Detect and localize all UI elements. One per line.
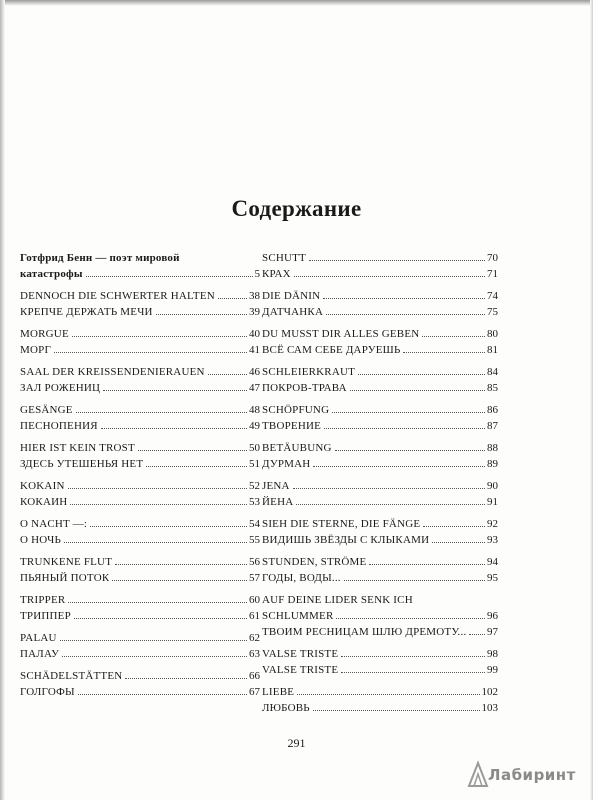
toc-entry-label: ГОЛГОФЫ — [20, 686, 75, 698]
toc-entry-page: 54 — [249, 518, 260, 530]
leader-dots — [115, 564, 247, 565]
toc-entry — [20, 478, 260, 494]
leader-dots — [86, 276, 253, 277]
toc-entry-page: 98 — [487, 648, 498, 660]
toc-entry-page: 61 — [249, 610, 260, 622]
toc-entry-label: STUNDEN, STRÖME — [262, 556, 367, 568]
toc-entry-label: O NACHT —: — [20, 518, 88, 530]
toc-entry-page: 74 — [487, 290, 498, 302]
toc-entry-label: ТРИППЕР — [20, 610, 71, 622]
toc-entry-label: ПЬЯНЫЙ ПОТОК — [20, 572, 110, 584]
toc-entry-label: DENNOCH DIE SCHWERTER HALTEN — [20, 290, 215, 302]
toc-entry — [262, 700, 498, 716]
toc-entry — [20, 554, 260, 570]
toc-entry-page: 84 — [487, 366, 498, 378]
toc-entry-label: ЙЕНА — [262, 496, 294, 508]
toc-entry-page: 41 — [249, 344, 260, 356]
toc-entry-page: 66 — [249, 670, 260, 682]
leader-dots — [138, 450, 247, 451]
leader-dots — [432, 542, 485, 543]
toc-entry-label: MORGUE — [20, 328, 69, 340]
toc-entry-label: DU MUSST DIR ALLES GEBEN — [262, 328, 420, 340]
toc-entry — [20, 380, 260, 396]
leader-dots — [60, 640, 247, 641]
toc-entry — [262, 266, 498, 282]
toc-entry — [20, 630, 260, 646]
toc-entry — [262, 364, 498, 380]
toc-entry-page: 57 — [249, 572, 260, 584]
toc-entry-label: катастрофы — [20, 268, 83, 280]
toc-entry-page: 55 — [249, 534, 260, 546]
toc-entry — [262, 554, 498, 570]
toc-entry-page: 103 — [481, 702, 498, 714]
toc-entry-page: 53 — [249, 496, 260, 508]
toc-entry — [262, 402, 498, 418]
toc-entry-label: SIEH DIE STERNE, DIE FÄNGE — [262, 518, 421, 530]
toc-entry-label: SCHLEIERKRAUT — [262, 366, 356, 378]
leader-dots — [68, 602, 247, 603]
toc-entry-label: КРАХ — [262, 268, 291, 280]
toc-entry — [262, 532, 498, 548]
toc-twoline-entry — [262, 608, 498, 624]
toc-entry-label: О НОЧЬ — [20, 534, 61, 546]
toc-right-entries-after — [262, 646, 498, 722]
page-title: Содержание — [231, 196, 362, 221]
toc-entry — [262, 494, 498, 510]
leader-dots — [403, 352, 485, 353]
toc-entry-page: 90 — [487, 480, 498, 492]
toc-entry-page: 50 — [249, 442, 260, 454]
toc-entry — [20, 608, 260, 624]
leader-dots — [68, 488, 247, 489]
leader-dots — [326, 314, 485, 315]
leader-dots — [72, 336, 247, 337]
toc-entry — [262, 662, 498, 678]
toc-entry-page: 67 — [249, 686, 260, 698]
leader-dots — [350, 390, 485, 391]
leader-dots — [54, 352, 247, 353]
toc-entry-page: 5 — [254, 268, 260, 280]
toc-twoline-line1: AUF DEINE LIDER SENK ICH — [262, 594, 413, 606]
leader-dots — [344, 580, 485, 581]
toc-entry — [262, 684, 498, 700]
toc-entry — [20, 402, 260, 418]
leader-dots — [369, 564, 485, 565]
toc-entry-page: 87 — [487, 420, 498, 432]
toc-entry — [262, 304, 498, 320]
toc-entry — [262, 288, 498, 304]
toc-entry-label: ДУРМАН — [262, 458, 311, 470]
leader-dots — [101, 428, 247, 429]
toc-entry — [20, 304, 260, 320]
leader-dots — [156, 314, 247, 315]
toc-entry-label: SCHÄDELSTÄTTEN — [20, 670, 123, 682]
toc-twoline-next-entry — [262, 624, 498, 640]
toc-entry-page: 93 — [487, 534, 498, 546]
toc-entry-label: ВИДИШЬ ЗВЁЗДЫ С КЛЫКАМИ — [262, 534, 430, 546]
toc-entry — [262, 326, 498, 342]
leader-dots — [293, 488, 485, 489]
toc-entry-label: HIER IST KEIN TROST — [20, 442, 135, 454]
labirint-watermark — [466, 760, 586, 790]
toc-entry-page: 71 — [487, 268, 498, 280]
toc-entry-label: ТВОИМ РЕСНИЦАМ ШЛЮ ДРЕМОТУ... — [262, 626, 467, 638]
toc-entry-label: ДАТЧАНКА — [262, 306, 324, 318]
toc-entry — [262, 478, 498, 494]
toc-entry-page: 92 — [487, 518, 498, 530]
toc-entry — [262, 646, 498, 662]
leader-dots — [358, 374, 485, 375]
toc-entry-page: 96 — [487, 610, 498, 622]
toc-right-column — [262, 250, 498, 722]
toc-entry-label: VALSE TRISTE — [262, 664, 339, 676]
toc-entry-label: МОРГ — [20, 344, 52, 356]
toc-entry — [20, 288, 260, 304]
toc-entry-page: 46 — [249, 366, 260, 378]
toc-entry-page: 102 — [481, 686, 498, 698]
leader-dots — [146, 466, 247, 467]
toc-entry-label: PALAU — [20, 632, 57, 644]
toc-entry — [20, 326, 260, 342]
toc-entry — [20, 668, 260, 684]
toc-entry — [262, 380, 498, 396]
toc-entry-label: DIE DÄNIN — [262, 290, 321, 302]
toc-entry-page: 56 — [249, 556, 260, 568]
toc-entry — [20, 646, 260, 662]
toc-entry-page: 70 — [487, 252, 498, 264]
toc-entry-page: 95 — [487, 572, 498, 584]
toc-entry-label: GESÄNGE — [20, 404, 73, 416]
leader-dots — [336, 618, 485, 619]
toc-entry — [20, 684, 260, 700]
leader-dots — [294, 276, 485, 277]
leader-dots — [297, 694, 479, 695]
toc-entry-page: 80 — [487, 328, 498, 340]
toc-entry-page: 49 — [249, 420, 260, 432]
toc-entry-label: ЗДЕСЬ УТЕШЕНЬЯ НЕТ — [20, 458, 144, 470]
leader-dots — [313, 710, 480, 711]
toc-entry — [20, 364, 260, 380]
leader-dots — [62, 656, 247, 657]
leader-dots — [76, 412, 247, 413]
leader-dots — [341, 656, 485, 657]
toc-entry — [20, 516, 260, 532]
leader-dots — [74, 618, 247, 619]
toc-entry-label: TRUNKENE FLUT — [20, 556, 113, 568]
page-top-shadow — [0, 0, 593, 6]
toc-entry-label: КРЕПЧЕ ДЕРЖАТЬ МЕЧИ — [20, 306, 153, 318]
toc-entry-label: SCHLUMMER — [262, 610, 334, 622]
toc-entry-page: 91 — [487, 496, 498, 508]
toc-entry — [262, 250, 498, 266]
toc-entry-label: BETÄUBUNG — [262, 442, 332, 454]
toc-entry — [20, 456, 260, 472]
toc-entry — [262, 440, 498, 456]
toc-entry — [262, 418, 498, 434]
toc-entry — [20, 440, 260, 456]
toc-entry — [20, 592, 260, 608]
toc-entry-page: 63 — [249, 648, 260, 660]
toc-entry — [20, 494, 260, 510]
toc-entry-page: 51 — [249, 458, 260, 470]
toc-entry-page: 86 — [487, 404, 498, 416]
leader-dots — [90, 526, 247, 527]
page-number: 291 — [287, 736, 306, 750]
toc-entry-label: ПАЛАУ — [20, 648, 60, 660]
leader-dots — [332, 412, 485, 413]
toc-entry — [20, 532, 260, 548]
toc-intro-entry — [20, 266, 260, 282]
toc-entry-page: 39 — [249, 306, 260, 318]
leader-dots — [309, 260, 485, 261]
leader-dots — [112, 580, 247, 581]
toc-entry-label: ЛЮБОВЬ — [262, 702, 310, 714]
toc-intro-line1: Готфрид Бенн — поэт мировой — [20, 252, 180, 264]
toc-entry — [262, 342, 498, 358]
toc-entry — [20, 570, 260, 586]
toc-entry-label: KOKAIN — [20, 480, 65, 492]
toc-entry-label: ВСЁ САМ СЕБЕ ДАРУЕШЬ — [262, 344, 401, 356]
toc-entry-label: ГОДЫ, ВОДЫ... — [262, 572, 341, 584]
toc-entry-label: SCHUTT — [262, 252, 306, 264]
toc-entry — [262, 570, 498, 586]
toc-entry-page: 48 — [249, 404, 260, 416]
toc-entry-label: LIEBE — [262, 686, 295, 698]
toc-entry-page: 81 — [487, 344, 498, 356]
leader-dots — [324, 428, 485, 429]
labirint-watermark-text: Лабиринт — [488, 766, 576, 784]
toc-entry-page: 62 — [249, 632, 260, 644]
leader-dots — [469, 634, 485, 635]
leader-dots — [70, 504, 247, 505]
toc-entry-page: 47 — [249, 382, 260, 394]
toc-entry-label: ПЕСНОПЕНИЯ — [20, 420, 98, 432]
toc-entry — [262, 456, 498, 472]
toc-entry-page: 94 — [487, 556, 498, 568]
leader-dots — [103, 390, 247, 391]
leader-dots — [422, 336, 485, 337]
toc-left-column — [20, 250, 260, 706]
toc-entry-label: TRIPPER — [20, 594, 66, 606]
page-left-shadow — [0, 0, 5, 800]
leader-dots — [218, 298, 247, 299]
toc-entry-page: 85 — [487, 382, 498, 394]
toc-entry — [262, 516, 498, 532]
leader-dots — [64, 542, 247, 543]
toc-entry-label: JENA — [262, 480, 290, 492]
leader-dots — [423, 526, 485, 527]
leader-dots — [78, 694, 247, 695]
leader-dots — [335, 450, 485, 451]
labirint-logo-icon — [466, 760, 490, 788]
toc-entry-label: ПОКРОВ-ТРАВА — [262, 382, 347, 394]
leader-dots — [323, 298, 485, 299]
leader-dots — [208, 374, 247, 375]
toc-entry-page: 52 — [249, 480, 260, 492]
toc-entry-label: ЗАЛ РОЖЕНИЦ — [20, 382, 101, 394]
toc-entry-page: 97 — [487, 626, 498, 638]
toc-entry — [20, 342, 260, 358]
toc-entry-label: ТВОРЕНИЕ — [262, 420, 322, 432]
leader-dots — [296, 504, 485, 505]
toc-right-entries — [262, 250, 498, 592]
toc-entry-label: SAAL DER KREISSENDENIERAUEN — [20, 366, 205, 378]
leader-dots — [313, 466, 485, 467]
toc-entry-page: 88 — [487, 442, 498, 454]
toc-entry-page: 89 — [487, 458, 498, 470]
toc-entry-page: 60 — [249, 594, 260, 606]
toc-entry-page: 99 — [487, 664, 498, 676]
toc-entry-label: VALSE TRISTE — [262, 648, 339, 660]
toc-entry-page: 75 — [487, 306, 498, 318]
toc-entry-page: 38 — [249, 290, 260, 302]
toc-entry-page: 40 — [249, 328, 260, 340]
toc-left-entries — [20, 288, 260, 706]
leader-dots — [341, 672, 485, 673]
toc-entry-label: SCHÖPFUNG — [262, 404, 330, 416]
toc-entry — [20, 418, 260, 434]
leader-dots — [125, 678, 247, 679]
toc-entry-label: КОКАИН — [20, 496, 68, 508]
